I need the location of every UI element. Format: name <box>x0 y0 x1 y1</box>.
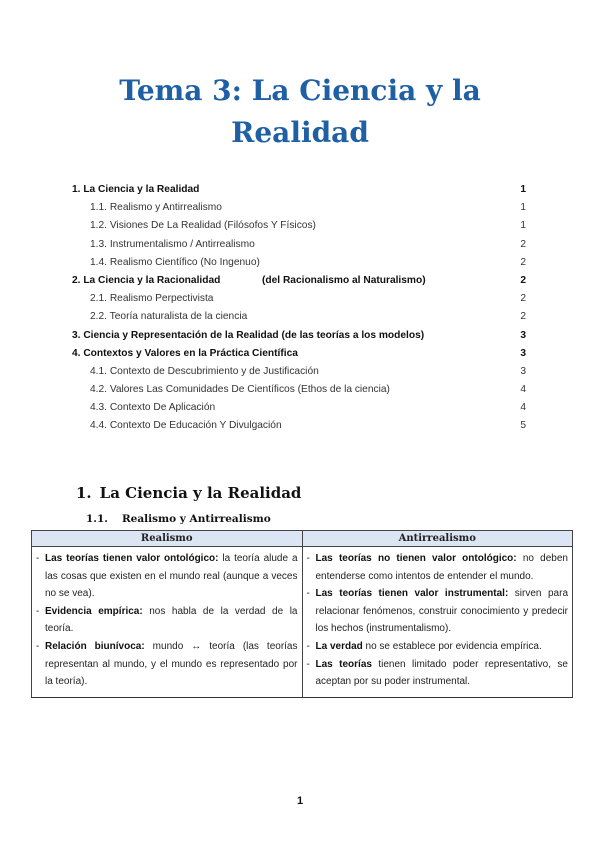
list-item-term: Las teorías no tienen valor ontológico: <box>315 553 517 564</box>
toc-entry-page: 1 <box>520 184 526 195</box>
toc-entry[interactable] <box>72 308 528 326</box>
title-line-2: Realidad <box>231 116 369 149</box>
list-item-text: no se establece por evidencia empírica. <box>362 640 542 652</box>
list-item <box>36 638 298 691</box>
toc-entry-label: 4.2. Valores Las Comunidades De Científicos (Ethos de la ciencia) <box>90 384 390 396</box>
toc-entry-label: 4.3. Contexto De Aplicación <box>90 402 216 414</box>
toc-entry[interactable] <box>72 417 528 435</box>
toc-entry-label: 2. La Ciencia y la Racionalidad <box>72 274 221 286</box>
list-item-text: tienen limitado poder representativo, se aceptan por su poder instrumental. <box>315 658 568 688</box>
toc-entry-page: 3 <box>520 329 526 341</box>
toc-entry[interactable] <box>72 345 528 363</box>
list-item-term: Relación biunívoca: <box>45 640 145 652</box>
toc-entry[interactable] <box>72 199 528 217</box>
toc-entry[interactable] <box>72 181 528 199</box>
table-header-row <box>32 531 573 547</box>
toc-entry-page: 3 <box>520 347 526 359</box>
toc-entry-label: 1.4. Realismo Científico (No Ingenuo) <box>90 256 260 268</box>
section-number: 1. <box>76 484 92 502</box>
toc-entry-label: 4.1. Contexto de Descubrimiento y de Justificación <box>90 365 319 377</box>
toc-entry-page: 2 <box>520 256 526 268</box>
document-title <box>0 70 600 154</box>
section-title: La Ciencia y la Realidad <box>99 484 302 502</box>
toc-entry-subtitle: (del Racionalismo al Naturalismo) <box>262 274 426 286</box>
toc-entry-page: 2 <box>520 311 526 323</box>
header-antirrealismo: Antirrealismo <box>302 531 573 547</box>
list-item <box>307 585 569 638</box>
toc-entry-page: 3 <box>520 365 526 377</box>
toc-entry[interactable] <box>72 217 528 235</box>
toc-entry-label: 1. La Ciencia y la Realidad <box>72 184 200 195</box>
toc-entry-label: 3. Ciencia y Representación de la Realidad (de las teorías a los modelos) <box>72 329 425 341</box>
toc-entry-page: 4 <box>520 384 526 396</box>
subsection-number: 1.1. <box>86 513 108 525</box>
toc-entry-page: 2 <box>520 274 526 286</box>
toc-entry-page: 2 <box>520 238 526 250</box>
toc-entry[interactable] <box>72 290 528 308</box>
toc-entry[interactable] <box>72 254 528 272</box>
toc-entry-page: 4 <box>520 402 526 414</box>
toc-entry-page: 1 <box>520 220 526 232</box>
toc-entry-label: 1.3. Instrumentalismo / Antirrealismo <box>90 238 255 250</box>
list-item-text: nos habla de la verdad de la teoría. <box>45 605 298 635</box>
section-heading <box>76 484 301 502</box>
toc-entry-label: 1.2. Visiones De La Realidad (Filósofos Y Físicos) <box>90 220 316 232</box>
toc-entry-page: 1 <box>520 202 526 214</box>
list-item <box>36 603 298 638</box>
toc-entry-page: 5 <box>520 420 526 432</box>
list-item-term: La verdad <box>315 640 363 652</box>
toc-entry[interactable] <box>72 381 528 399</box>
list-item-text: mundo ↔ teoría (las teorías representan al mundo, y el mundo es representado por la teoría). <box>45 640 298 688</box>
list-item-term: Las teorías tienen valor instrumental: <box>315 588 509 600</box>
list-item-term: Evidencia empírica: <box>45 605 143 617</box>
toc-entry[interactable] <box>72 363 528 381</box>
title-line-1: Tema 3: La Ciencia y la <box>119 74 481 107</box>
list-item-term: Las teorías tienen valor ontológico: <box>45 553 219 564</box>
table-row <box>32 547 573 698</box>
toc-entry-label: 4.4. Contexto De Educación Y Divulgación <box>90 420 282 432</box>
list-item <box>307 550 569 585</box>
list-item-text: sirven para relacionar fenómenos, construir conocimiento y predecir los hechos (instrumentalismo). <box>315 588 569 635</box>
toc-entry[interactable] <box>72 236 528 254</box>
toc-entry-label: 4. Contextos y Valores en la Práctica Científica <box>72 347 298 359</box>
comparison-table <box>31 530 573 698</box>
list-item <box>307 656 569 691</box>
page-number: 1 <box>296 795 304 807</box>
toc-entry-label: 2.2. Teoría naturalista de la ciencia <box>90 311 248 323</box>
list-item-term: Las teorías <box>315 658 372 670</box>
list-item-text: la teoría alude a las cosas que existen en el mundo real (aunque a veces no se vea). <box>45 553 298 600</box>
toc-entry[interactable] <box>72 327 528 345</box>
realismo-cell <box>32 547 303 698</box>
antirrealismo-cell <box>302 547 573 698</box>
toc-entry-label: 2.1. Realismo Perpectivista <box>90 293 214 305</box>
subsection-heading <box>86 513 271 525</box>
subsection-title: Realismo y Antirrealismo <box>121 513 271 525</box>
header-realismo: Realismo <box>32 531 303 547</box>
list-item <box>36 550 298 603</box>
toc-entry-label: 1.1. Realismo y Antirrealismo <box>90 202 222 214</box>
toc-entry[interactable] <box>72 272 528 290</box>
toc-entry[interactable] <box>72 399 528 417</box>
toc-entry-page: 2 <box>520 293 526 305</box>
table-of-contents <box>72 181 528 436</box>
list-item-text: no deben entenderse como intentos de entender el mundo. <box>315 553 568 582</box>
list-item <box>307 638 569 656</box>
